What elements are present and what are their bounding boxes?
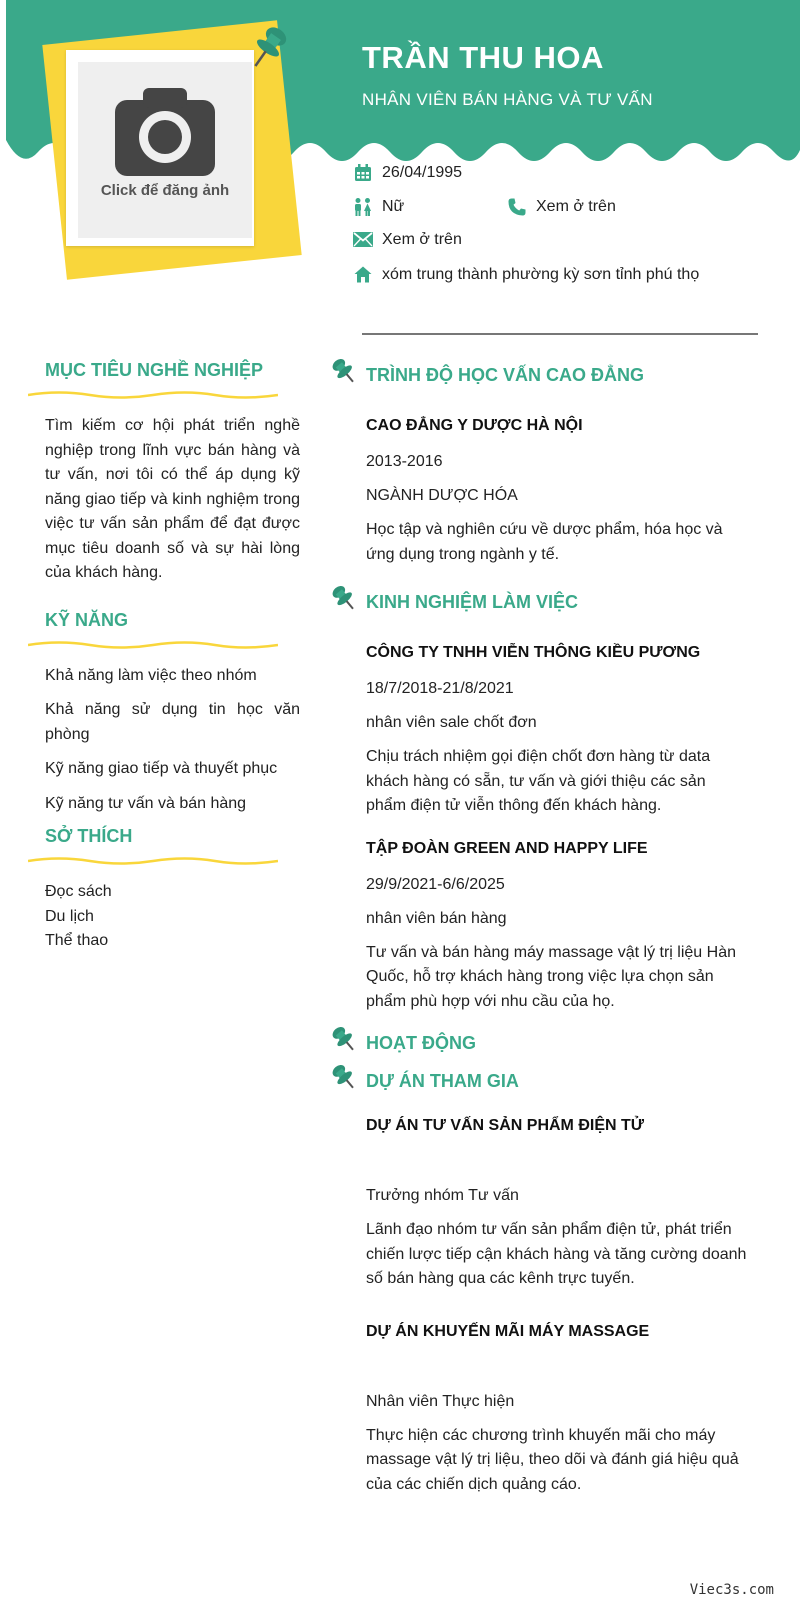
objective-text: Tìm kiếm cơ hội phát triển nghề nghiệp trong lĩnh vực bán hàng và tư vấn, nơi tôi có thể áp dụng kỹ năng giao tiếp và kinh nghiệm trong việc tư vấn sản phẩm để đạt được mục tiêu doanh số và sự hài lòng của khách hàng.	[45, 417, 300, 581]
hobby-item: Thể thao	[45, 932, 109, 949]
job-description: Tư vấn và bán hàng máy massage vật lý trị liệu Hàn Quốc, hỗ trợ khách hàng trong việc lựa chọn sản phẩm phù hợp với nhu cầu của họ.	[366, 943, 736, 1010]
photo-area	[40, 28, 290, 273]
project-name: DỰ ÁN TƯ VẤN SẢN PHẨM ĐIỆN TỬ	[366, 1117, 645, 1134]
contact-phone	[506, 194, 616, 219]
project-entry	[330, 1114, 750, 1292]
birthday-value: 26/04/1995	[382, 164, 463, 181]
contact-email	[352, 227, 462, 252]
photo-frame[interactable]	[66, 50, 254, 246]
skills-heading: KỸ NĂNG	[45, 609, 129, 630]
right-column	[330, 360, 750, 1497]
job-company: CÔNG TY TNHH VIỄN THÔNG KIỀU PƯƠNG	[366, 644, 701, 661]
education-school: CAO ĐẲNG Y DƯỢC HÀ NỘI	[366, 417, 583, 434]
contact-gender	[352, 194, 404, 219]
contact-address	[352, 262, 712, 287]
pushpin-icon	[330, 1024, 358, 1054]
envelope-icon	[352, 227, 374, 252]
activities-section	[330, 1028, 750, 1058]
objective-section	[28, 360, 300, 586]
phone-icon	[506, 194, 528, 219]
project-role: Trưởng nhóm Tư vấn	[366, 1187, 519, 1204]
education-description: Học tập và nghiên cứu về dược phẩm, hóa học và ứng dụng trong ngành y tế.	[366, 521, 723, 563]
skill-item: Khả năng sử dụng tin học văn phòng	[45, 701, 300, 743]
projects-section	[330, 1066, 750, 1497]
job-period: 29/9/2021-6/6/2025	[366, 875, 505, 893]
photo-upload[interactable]	[78, 62, 252, 238]
education-period: 2013-2016	[366, 453, 443, 470]
job-company: TẬP ĐOÀN GREEN AND HAPPY LIFE	[366, 839, 648, 857]
wave-divider	[28, 390, 278, 400]
camera-icon	[113, 86, 217, 178]
experience-section	[330, 587, 750, 1014]
candidate-name: TRẦN THU HOA	[362, 40, 604, 75]
project-name: DỰ ÁN KHUYẾN MÃI MÁY MASSAGE	[366, 1322, 650, 1340]
left-column	[28, 360, 300, 954]
education-major: NGÀNH DƯỢC HÓA	[366, 487, 518, 504]
skill-item: Khả năng làm việc theo nhóm	[45, 666, 257, 684]
hobbies-section	[28, 826, 300, 954]
home-icon	[352, 262, 374, 287]
projects-heading: DỰ ÁN THAM GIA	[366, 1071, 519, 1091]
objective-heading: MỤC TIÊU NGHỀ NGHIỆP	[45, 360, 264, 380]
pushpin-icon	[330, 356, 358, 386]
wave-divider	[28, 856, 278, 866]
contact-divider	[362, 333, 758, 335]
email-value: Xem ở trên	[382, 231, 462, 248]
contact-birthday	[352, 160, 462, 185]
job-role: nhân viên sale chốt đơn	[366, 714, 537, 731]
gender-value: Nữ	[382, 198, 405, 215]
pushpin-icon	[246, 24, 290, 72]
photo-caption[interactable]: Click để đăng ảnh	[100, 182, 230, 199]
skills-section	[28, 610, 300, 817]
project-description: Lãnh đạo nhóm tư vấn sản phẩm điện tử, phát triển chiến lược tiếp cận khách hàng và tăng cường doanh số bán hàng qua các kênh trực tuyến.	[366, 1221, 747, 1287]
skill-item: Kỹ năng giao tiếp và thuyết phục	[45, 760, 278, 777]
hobby-item: Đọc sách	[45, 883, 112, 900]
phone-value: Xem ở trên	[536, 198, 616, 215]
activities-heading: HOẠT ĐỘNG	[366, 1033, 476, 1053]
watermark: Viec3s.com	[689, 1582, 774, 1598]
job-entry	[330, 837, 750, 1015]
gender-icon	[352, 194, 374, 219]
candidate-job-title: NHÂN VIÊN BÁN HÀNG VÀ TƯ VẤN	[362, 90, 653, 109]
calendar-icon	[352, 160, 374, 185]
hobby-item: Du lịch	[45, 907, 94, 925]
job-entry	[330, 641, 750, 819]
wave-divider	[28, 640, 278, 650]
hobbies-heading: SỞ THÍCH	[45, 826, 133, 846]
job-description: Chịu trách nhiệm gọi điện chốt đơn hàng từ data khách hàng có sẵn, tư vấn và giới thiệu các sản phẩm điện tử viễn thông đến khách hàng.	[366, 748, 711, 814]
project-entry	[330, 1320, 750, 1498]
job-period: 18/7/2018-21/8/2021	[366, 680, 514, 697]
pushpin-icon	[330, 1062, 358, 1092]
project-role: Nhân viên Thực hiện	[366, 1392, 515, 1410]
education-section	[330, 360, 750, 567]
project-description: Thực hiện các chương trình khuyến mãi cho máy massage vật lý trị liệu, theo dõi và đánh giá hiệu quả của các chiến dịch quảng cáo.	[366, 1426, 739, 1493]
pushpin-icon	[330, 583, 358, 613]
job-role: nhân viên bán hàng	[366, 909, 507, 927]
skill-item: Kỹ năng tư vấn và bán hàng	[45, 794, 247, 812]
address-value: xóm trung thành phường kỳ sơn tỉnh phú thọ	[382, 266, 700, 283]
experience-heading: KINH NGHIỆM LÀM VIỆC	[366, 592, 579, 612]
education-heading: TRÌNH ĐỘ HỌC VẤN CAO ĐẲNG	[366, 365, 644, 385]
